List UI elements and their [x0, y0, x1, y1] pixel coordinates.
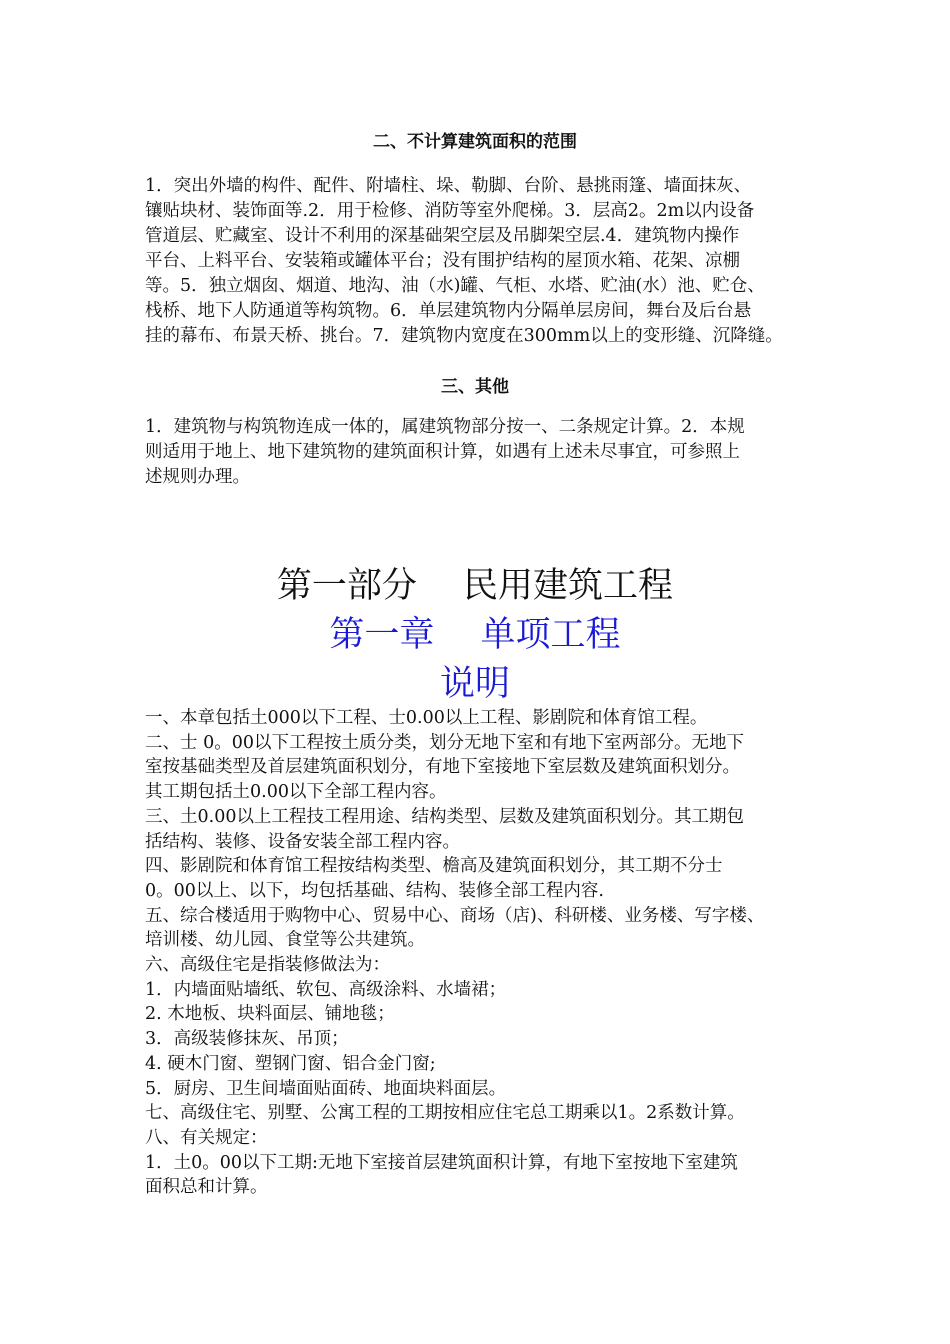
- section-3-paragraph: [145, 415, 815, 490]
- text-line: 二、士 0。00以下工程按土质分类，划分无地下室和有地下室两部分。无地下: [145, 732, 744, 753]
- text-line: 5．厨房、卫生间墙面贴面砖、地面块料面层。: [145, 1078, 507, 1099]
- text-line: 2. 木地板、块料面层、铺地毯；: [145, 1004, 395, 1025]
- chapter-title: 第一章 单项工程: [329, 615, 621, 655]
- text-line: 栈桥、地下人防通道等构筑物。6．单层建筑物内分隔单层房间，舞台及后台悬: [145, 301, 752, 321]
- text-line: 括结构、装修、设备安装全部工程内容。: [145, 831, 460, 852]
- explanation-body: [145, 706, 825, 1200]
- section-2-heading: 二、不计算建筑面积的范围: [373, 132, 577, 152]
- text-line: 八、有关规定：: [145, 1127, 268, 1148]
- text-line: 4. 硬木门窗、塑钢门窗、铝合金门窗;: [145, 1053, 436, 1074]
- text-line: 0。00以上、以下，均包括基础、结构、装修全部工程内容.: [145, 880, 604, 901]
- text-line: 管道层、贮藏室、设计不利用的深基础架空层及吊脚架空层.4．建筑物内操作: [145, 226, 740, 246]
- text-line: 3．高级装修抹灰、吊顶；: [145, 1029, 349, 1050]
- text-line: 1．突出外墙的构件、配件、附墙柱、垛、勒脚、台阶、悬挑雨篷、墙面抹灰、: [145, 176, 752, 196]
- text-line: 六、高级住宅是指装修做法为：: [145, 955, 390, 976]
- text-line: 五、综合楼适用于购物中心、贸易中心、商场（店)、科研楼、业务楼、写字楼、: [145, 905, 765, 926]
- text-line: 室按基础类型及首层建筑面积划分，有地下室接地下室层数及建筑面积划分。: [145, 757, 740, 778]
- text-line: 等。5．独立烟囱、烟道、地沟、油（水)罐、气柜、水塔、贮油(水）池、贮仓、: [145, 276, 765, 296]
- text-line: 镶贴块材、装饰面等.2．用于检修、消防等室外爬梯。3．层高2。2m以内设备: [145, 201, 755, 221]
- explanation-title: 说明: [439, 664, 510, 704]
- section-3-heading: 三、其他: [441, 377, 509, 397]
- text-line: 挂的幕布、布景天桥、挑台。7．建筑物内宽度在300mm以上的变形缝、沉降缝。: [145, 326, 783, 346]
- text-line: 其工期包括土0.00以下全部工程内容。: [145, 782, 447, 803]
- text-line: 四、影剧院和体育馆工程按结构类型、檐高及建筑面积划分，其工期不分士: [145, 856, 723, 877]
- text-line: 则适用于地上、地下建筑物的建筑面积计算，如遇有上述未尽事宜，可参照上: [145, 442, 740, 462]
- text-line: 七、高级住宅、别墅、公寓工程的工期按相应住宅总工期乘以1。2系数计算。: [145, 1103, 745, 1124]
- text-line: 培训楼、幼儿园、食堂等公共建筑。: [145, 930, 425, 951]
- section-2-paragraph: [145, 174, 815, 349]
- text-line: 1．内墙面贴墙纸、软包、高级涂料、水墙裙；: [145, 979, 507, 1000]
- text-line: 三、土0.00以上工程技工程用途、结构类型、层数及建筑面积划分。其工期包: [145, 806, 744, 827]
- text-line: 平台、上料平台、安装箱或罐体平台；没有围护结构的屋顶水箱、花架、凉棚: [145, 251, 740, 271]
- text-line: 述规则办理。: [145, 467, 250, 487]
- text-line: 1．土0。00以下工期:无地下室接首层建筑面积计算，有地下室按地下室建筑: [145, 1152, 738, 1173]
- text-line: 面积总和计算。: [145, 1177, 268, 1198]
- part-title: 第一部分 民用建筑工程: [276, 566, 674, 606]
- text-line: 1．建筑物与构筑物连成一体的，属建筑物部分按一、二条规定计算。2．本规: [145, 417, 745, 437]
- text-line: 一、本章包括土000以下工程、士0.00以上工程、影剧院和体育馆工程。: [145, 708, 708, 728]
